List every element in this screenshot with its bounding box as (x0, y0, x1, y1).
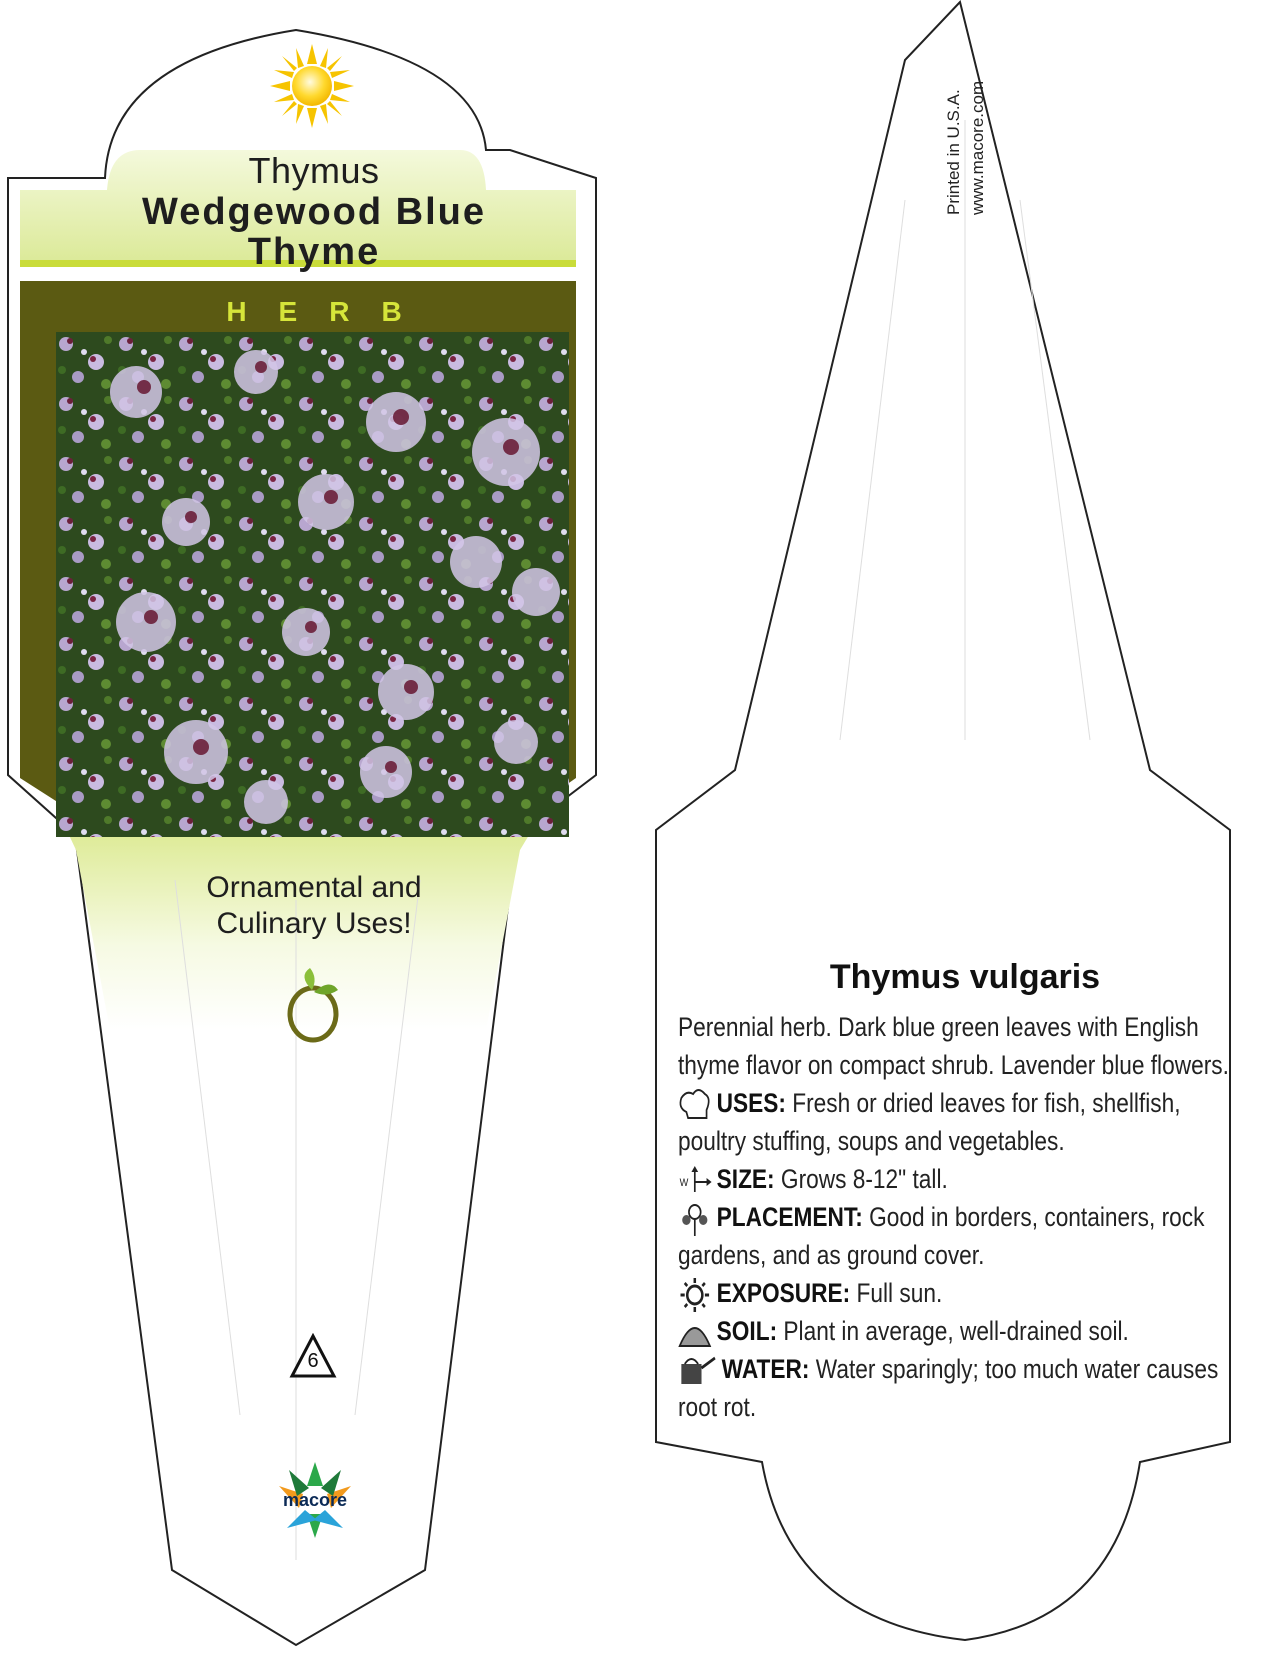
chef-hat-icon (678, 1088, 712, 1122)
plant-icon (678, 1202, 712, 1236)
description (678, 1008, 1249, 1426)
size-icon (678, 1166, 712, 1196)
print-line-2: www.macore.com (968, 80, 987, 215)
description-line-2: thyme flavor on compact shrub. Lavender blue flowers. (678, 1050, 1229, 1080)
placement-label: PLACEMENT: (716, 1202, 863, 1232)
print-line-1: Printed in U.S.A. (944, 89, 963, 215)
recycle-number: 6 (307, 1350, 319, 1372)
sun-icon (270, 44, 354, 128)
tagline-line-1: Ornamental and (206, 871, 422, 904)
size-label: SIZE: (716, 1164, 775, 1194)
watering-can-icon (678, 1354, 717, 1388)
exposure-text: Full sun. (856, 1278, 943, 1308)
cultivar-title (20, 192, 608, 272)
genus-title: Thymus (248, 150, 380, 191)
placement-row (678, 1198, 1249, 1236)
scientific-name: Thymus vulgaris (829, 958, 1101, 996)
soil-icon (678, 1316, 712, 1350)
cultivar-line-2: Thyme (247, 231, 381, 273)
description-line-1: Perennial herb. Dark blue green leaves with English (678, 1012, 1199, 1042)
soil-label: SOIL: (716, 1316, 778, 1346)
placement-text-2: gardens, and as ground cover. (678, 1240, 985, 1270)
size-text: Grows 8-12" tall. (780, 1164, 948, 1194)
brand-label: macore (282, 1490, 348, 1510)
exposure-row (678, 1274, 1249, 1312)
uses-row (678, 1084, 1249, 1122)
uses-text-2: poultry stuffing, soups and vegetables. (678, 1126, 1065, 1156)
plant-photo (56, 332, 569, 837)
seedling-icon (284, 968, 342, 1044)
exposure-label: EXPOSURE: (716, 1278, 851, 1308)
sun-small-icon (678, 1278, 712, 1312)
water-text-2: root rot. (678, 1392, 757, 1422)
water-label: WATER: (721, 1354, 810, 1384)
soil-text: Plant in average, well-drained soil. (783, 1316, 1129, 1346)
cultivar-line-1: Wedgewood Blue (142, 191, 486, 233)
tagline (150, 870, 478, 942)
size-row (678, 1160, 1249, 1198)
svg-text:W: W (679, 1177, 689, 1190)
water-row (678, 1350, 1249, 1388)
category-label: HERB (226, 296, 434, 327)
tagline-line-2: Culinary Uses! (216, 907, 412, 940)
placement-text-1: Good in borders, containers, rock (869, 1202, 1205, 1232)
uses-text-1: Fresh or dried leaves for fish, shellfish, (792, 1088, 1181, 1118)
uses-label: USES: (716, 1088, 786, 1118)
water-text-1: Water sparingly; too much water causes (815, 1354, 1219, 1384)
soil-row (678, 1312, 1249, 1350)
